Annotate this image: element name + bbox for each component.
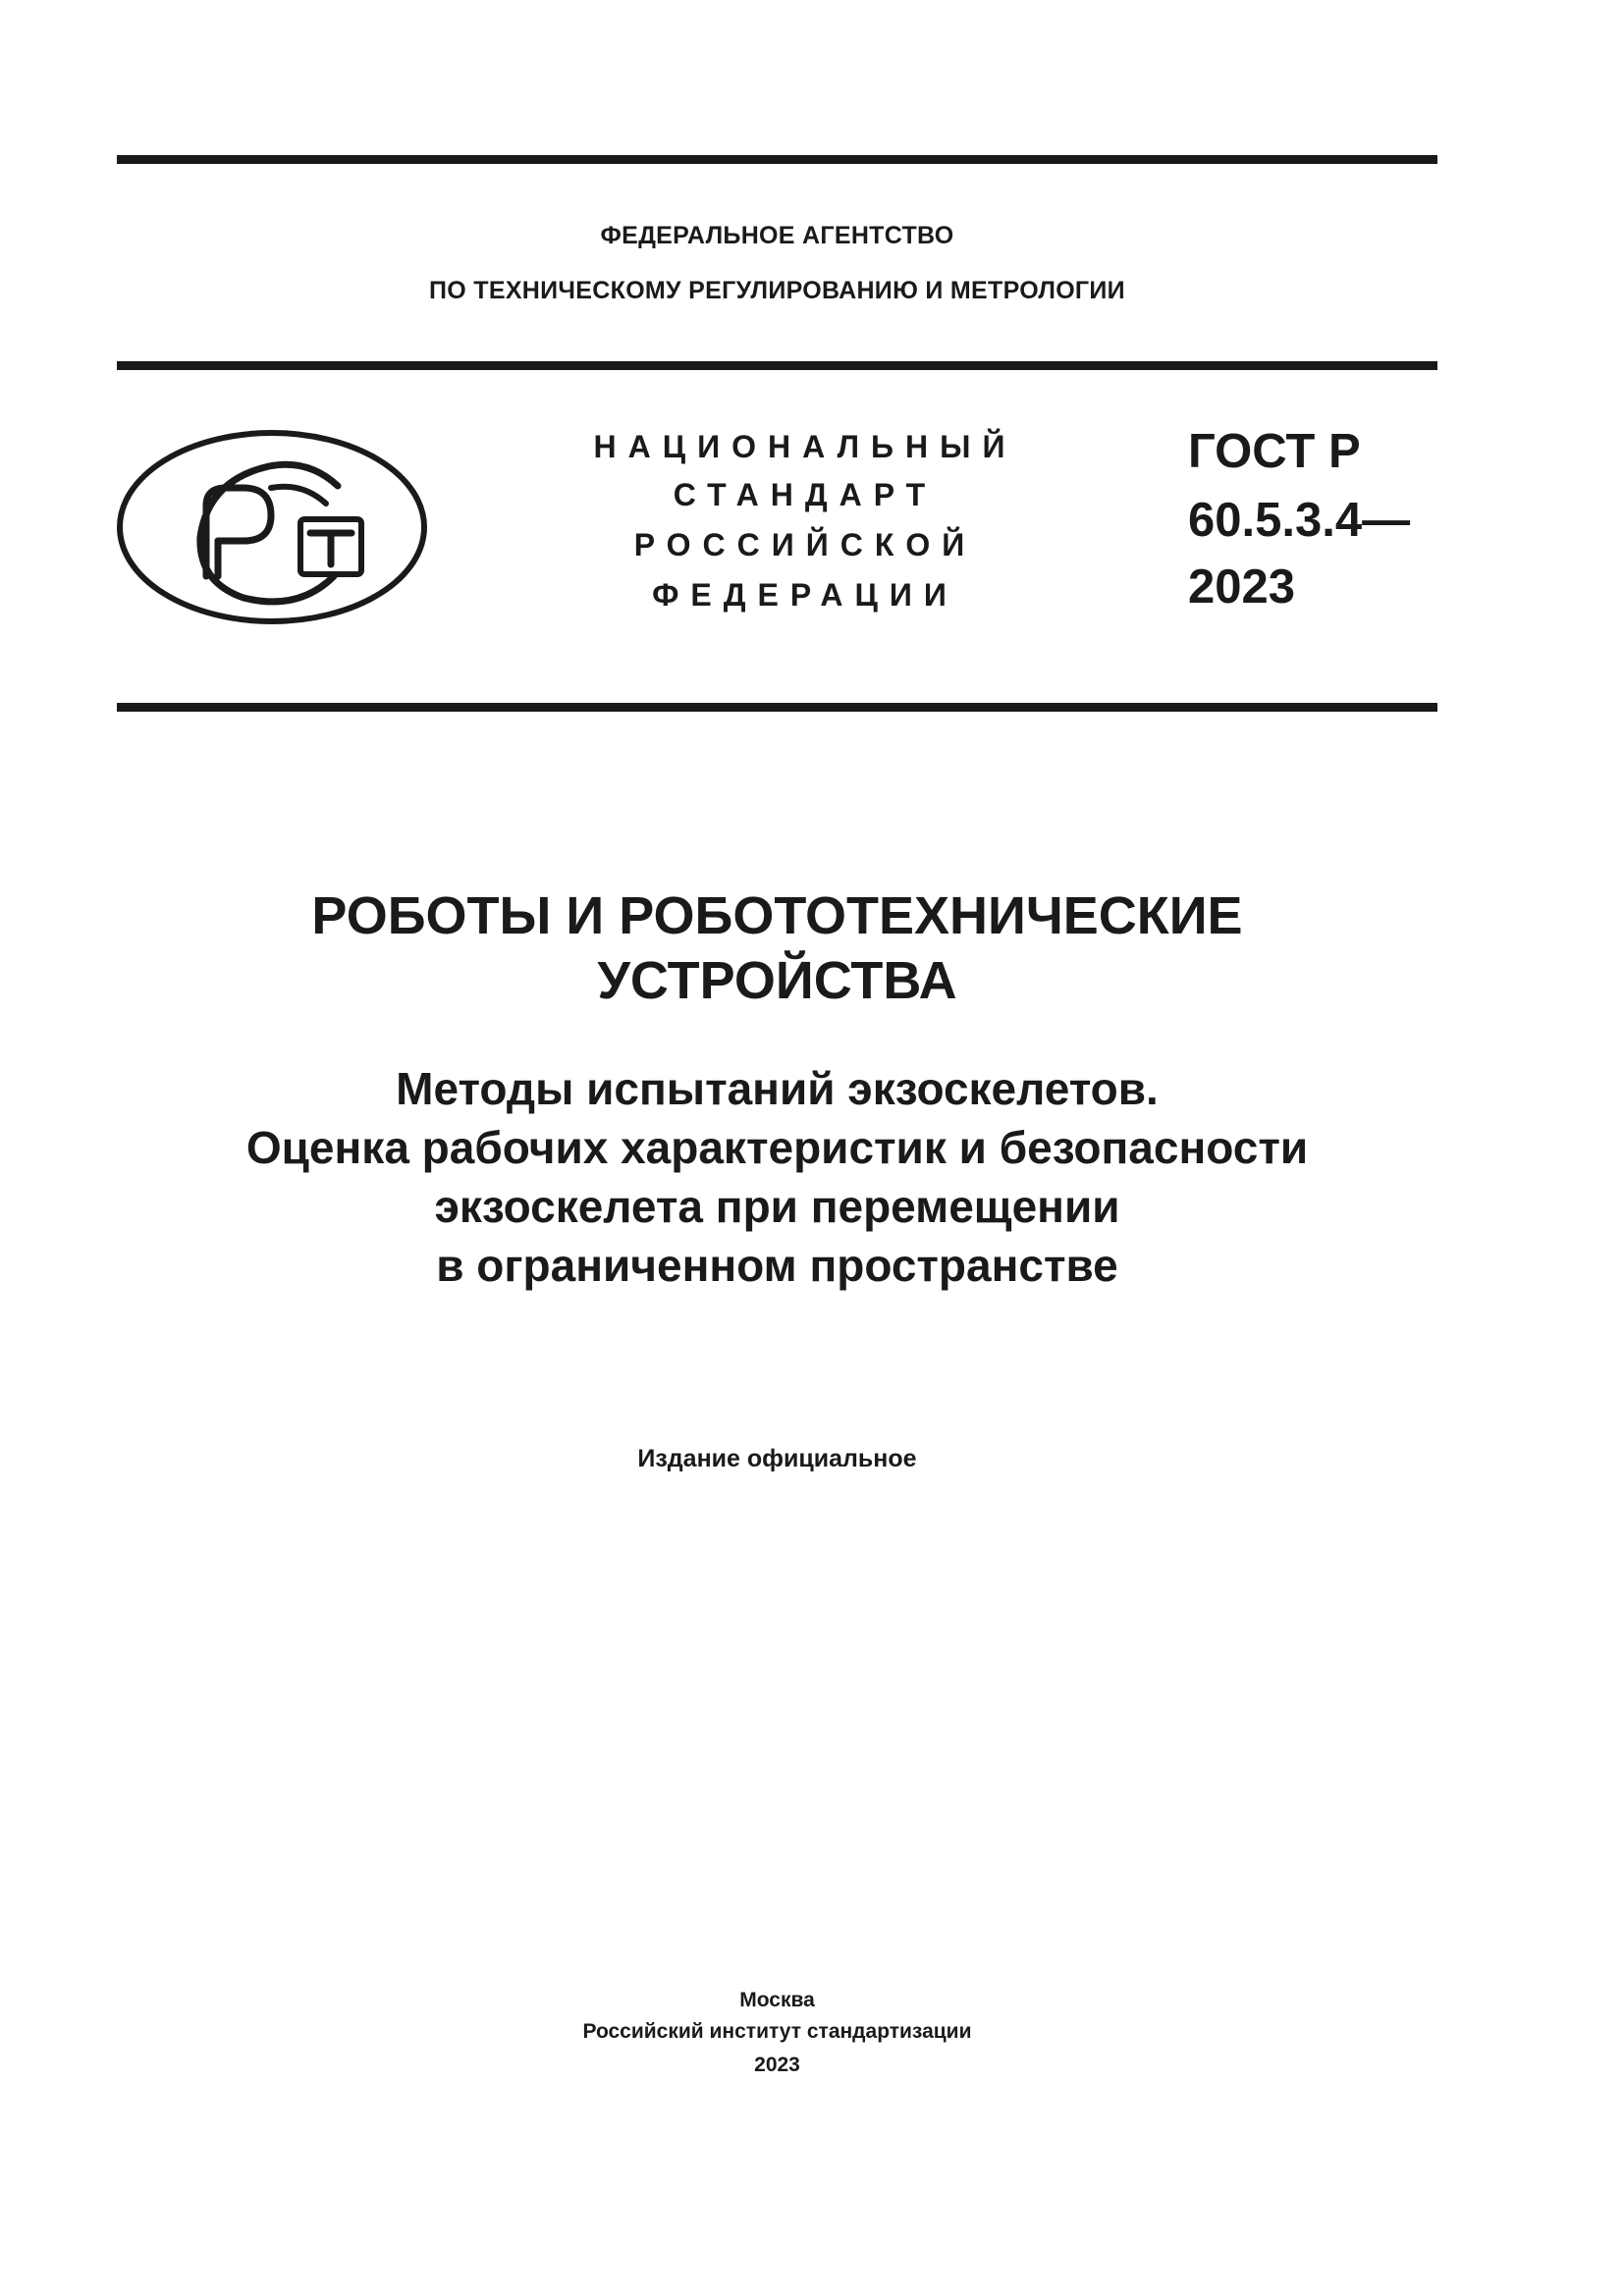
national-standard-line-2: СТАНДАРТ bbox=[673, 477, 938, 512]
standard-designation-line-2: 60.5.3.4— bbox=[1188, 494, 1411, 547]
top-rule bbox=[117, 155, 1437, 164]
document-title-line-2: УСТРОЙСТВА bbox=[597, 951, 957, 1010]
national-standard-line-1: НАЦИОНАЛЬНЫЙ bbox=[593, 429, 1017, 464]
document-subtitle-line-1: Методы испытаний экзоскелетов. bbox=[396, 1063, 1159, 1114]
document-subtitle-line-2: Оценка рабочих характеристик и безопасности bbox=[245, 1122, 1309, 1173]
rst-certification-mark-icon bbox=[116, 429, 428, 625]
document-subtitle-line-3: экзоскелета при перемещении bbox=[434, 1181, 1120, 1232]
standard-designation-line-3: 2023 bbox=[1188, 561, 1296, 614]
block-separator-rule bbox=[117, 703, 1437, 712]
standard-designation-line-1: ГОСТ Р bbox=[1188, 425, 1361, 478]
imprint-year: 2023 bbox=[754, 2054, 800, 2076]
agency-name-line-1: ФЕДЕРАЛЬНОЕ АГЕНТСТВО bbox=[600, 222, 954, 249]
imprint-city: Москва bbox=[739, 1989, 815, 2011]
document-subtitle-line-4: в ограниченном пространстве bbox=[436, 1240, 1118, 1291]
edition-label: Издание официальное bbox=[637, 1445, 917, 1472]
header-separator-rule bbox=[117, 361, 1437, 370]
agency-name-line-2: ПО ТЕХНИЧЕСКОМУ РЕГУЛИРОВАНИЮ И МЕТРОЛОГИИ bbox=[429, 277, 1125, 304]
imprint-publisher: Российский институт стандартизации bbox=[582, 2020, 972, 2043]
national-standard-line-3: РОССИЙСКОЙ bbox=[633, 527, 977, 562]
document-title-line-1: РОБОТЫ И РОБОТОТЕХНИЧЕСКИЕ bbox=[311, 886, 1243, 945]
national-standard-line-4: ФЕДЕРАЦИИ bbox=[652, 577, 958, 613]
